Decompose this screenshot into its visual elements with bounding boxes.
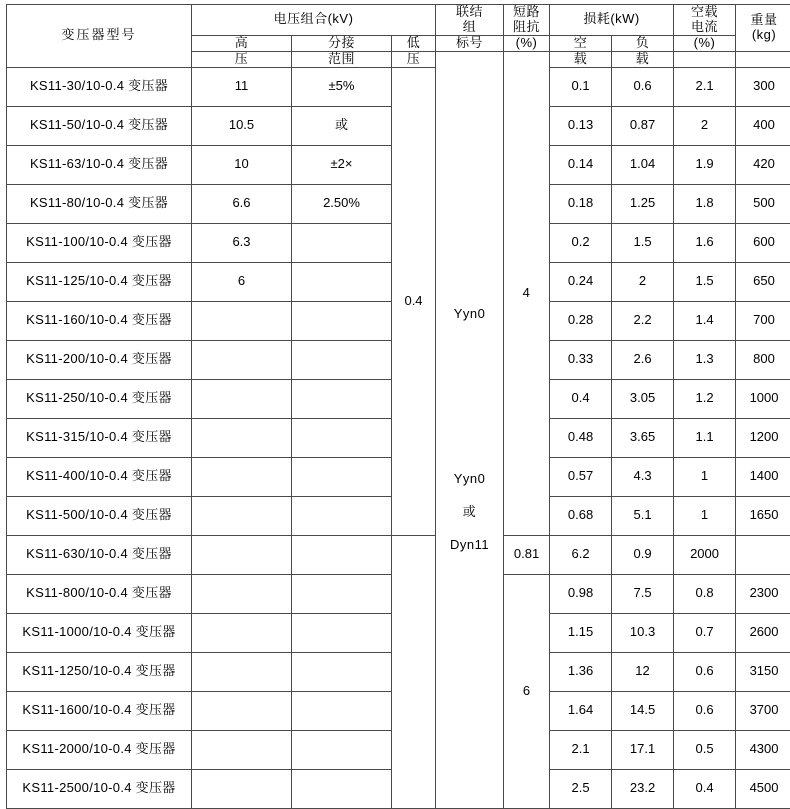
cell-noload-loss: 0.1 — [550, 67, 612, 106]
cell-tap-range — [292, 301, 392, 340]
cell-tap-range: 或 — [292, 106, 392, 145]
cell-tap-range: ±2× — [292, 145, 392, 184]
header-tap: 分接 — [292, 35, 392, 51]
cell-model: KS11-800/10-0.4 变压器 — [7, 574, 192, 613]
table-row — [7, 535, 790, 574]
cell-noload-current: 0.4 — [674, 769, 736, 808]
cell-noload-current: 0.9 — [612, 535, 674, 574]
cell-high-voltage — [192, 613, 292, 652]
cell-noload-loss: 0.4 — [550, 379, 612, 418]
cell-model: KS11-160/10-0.4 变压器 — [7, 301, 192, 340]
cell-load-loss: 3.05 — [612, 379, 674, 418]
cell-noload-loss: 0.57 — [550, 457, 612, 496]
cell-noload-loss: 1.64 — [550, 691, 612, 730]
cell-noload-loss: 0.28 — [550, 301, 612, 340]
cell-noload-loss: 2.1 — [550, 730, 612, 769]
cell-load-loss: 14.5 — [612, 691, 674, 730]
cell-weight: 400 — [736, 106, 790, 145]
cell-impedance-group-2 — [504, 574, 550, 808]
cell-noload-loss: 0.2 — [550, 223, 612, 262]
cell-weight: 2300 — [736, 574, 790, 613]
cell-tap-range — [292, 223, 392, 262]
cell-connection-group-1 — [436, 51, 504, 808]
cell-noload-current: 1.9 — [674, 145, 736, 184]
cell-high-voltage: 6.3 — [192, 223, 292, 262]
cell-model: KS11-1600/10-0.4 变压器 — [7, 691, 192, 730]
cell-weight: 3150 — [736, 652, 790, 691]
cell-noload-loss: 1.15 — [550, 613, 612, 652]
connection-group-2 — [436, 472, 503, 553]
cell-load-loss: 1.5 — [612, 223, 674, 262]
cell-high-voltage — [192, 535, 292, 574]
cell-tap-range: 2.50% — [292, 184, 392, 223]
cell-load-loss: 2.6 — [612, 340, 674, 379]
cell-tap-range — [292, 379, 392, 418]
cell-tap-range — [292, 535, 392, 574]
cell-noload-current: 1.3 — [674, 340, 736, 379]
cell-weight: 600 — [736, 223, 790, 262]
document-page — [0, 4, 790, 771]
header-impedance-line1: 短路 — [504, 5, 549, 20]
cell-load-loss: 12 — [612, 652, 674, 691]
cell-weight: 1650 — [736, 496, 790, 535]
header-low: 低 — [392, 35, 436, 51]
cell-model: KS11-200/10-0.4 变压器 — [7, 340, 192, 379]
header-load: 负 — [612, 35, 674, 51]
cell-load-loss: 1.25 — [612, 184, 674, 223]
cell-weight: 500 — [736, 184, 790, 223]
cell-noload-current: 2 — [674, 106, 736, 145]
cell-high-voltage — [192, 769, 292, 808]
header-loss: 损耗(kW) — [550, 5, 674, 36]
header-current-line2: 电流 — [674, 20, 735, 35]
cell-load-loss: 3.65 — [612, 418, 674, 457]
cell-noload-current: 0.8 — [674, 574, 736, 613]
cell-high-voltage — [192, 574, 292, 613]
header-weight-unit: (kg) — [736, 28, 790, 43]
cell-tap-range — [292, 418, 392, 457]
cell-weight: 800 — [736, 340, 790, 379]
cell-model: KS11-630/10-0.4 变压器 — [7, 535, 192, 574]
cell-high-voltage — [192, 730, 292, 769]
cell-weight: 3700 — [736, 691, 790, 730]
cell-weight: 700 — [736, 301, 790, 340]
cell-model: KS11-2000/10-0.4 变压器 — [7, 730, 192, 769]
cell-noload-current: 1.4 — [674, 301, 736, 340]
header-connection-line1: 联结 — [436, 5, 503, 20]
header-high-2: 压 — [192, 51, 292, 67]
cell-load-loss: 2 — [612, 262, 674, 301]
cell-high-voltage: 10 — [192, 145, 292, 184]
cell-noload-current: 1 — [674, 457, 736, 496]
cell-load-loss: 0.6 — [612, 67, 674, 106]
header-spacer-current — [674, 51, 736, 67]
cell-load-loss: 5.1 — [612, 496, 674, 535]
impedance-group-1-value: 4 — [523, 285, 531, 300]
cell-model: KS11-1250/10-0.4 变压器 — [7, 652, 192, 691]
cell-noload-current: 0.7 — [674, 613, 736, 652]
cell-high-voltage — [192, 340, 292, 379]
cell-high-voltage — [192, 691, 292, 730]
cell-noload-loss: 0.24 — [550, 262, 612, 301]
cell-noload-loss: 0.98 — [550, 574, 612, 613]
header-load-2: 载 — [612, 51, 674, 67]
cell-weight: 2000 — [674, 535, 736, 574]
cell-noload-loss: 0.48 — [550, 418, 612, 457]
cell-low-voltage-2 — [392, 535, 436, 808]
cell-high-voltage — [192, 301, 292, 340]
cell-tap-range — [292, 691, 392, 730]
cell-weight: 4300 — [736, 730, 790, 769]
cell-load-loss: 1.04 — [612, 145, 674, 184]
header-noload-2: 载 — [550, 51, 612, 67]
header-tap-2: 范围 — [292, 51, 392, 67]
cell-tap-range — [292, 613, 392, 652]
cell-weight: 1400 — [736, 457, 790, 496]
header-connection-mark: 标号 — [436, 35, 504, 51]
connection-group-2-line2: 或 — [436, 505, 503, 520]
cell-tap-range — [292, 340, 392, 379]
cell-model: KS11-125/10-0.4 变压器 — [7, 262, 192, 301]
cell-weight: 420 — [736, 145, 790, 184]
cell-noload-current: 1.1 — [674, 418, 736, 457]
header-spacer-weight — [736, 51, 790, 67]
header-model: 变压器型号 — [7, 5, 192, 68]
cell-load-loss: 2.2 — [612, 301, 674, 340]
cell-high-voltage: 6.6 — [192, 184, 292, 223]
table-header-row-1 — [7, 5, 790, 36]
cell-noload-loss: 0.13 — [550, 106, 612, 145]
cell-tap-range — [292, 457, 392, 496]
connection-group-2-line1: Yyn0 — [436, 472, 503, 487]
header-impedance — [504, 5, 550, 36]
cell-noload-loss: 0.18 — [550, 184, 612, 223]
cell-model: KS11-100/10-0.4 变压器 — [7, 223, 192, 262]
cell-model: KS11-1000/10-0.4 变压器 — [7, 613, 192, 652]
cell-load-loss: 0.87 — [612, 106, 674, 145]
cell-noload-current: 1 — [674, 496, 736, 535]
cell-noload-current: 1.2 — [674, 379, 736, 418]
connection-group-1-value: Yyn0 — [454, 306, 486, 321]
cell-high-voltage — [192, 457, 292, 496]
header-high: 高 — [192, 35, 292, 51]
cell-tap-range — [292, 496, 392, 535]
cell-noload-current: 1.8 — [674, 184, 736, 223]
cell-load-loss: 4.3 — [612, 457, 674, 496]
cell-load-loss: 7.5 — [612, 574, 674, 613]
cell-noload-current: 2.1 — [674, 67, 736, 106]
cell-weight: 1000 — [736, 379, 790, 418]
header-low-2: 压 — [392, 51, 436, 67]
table-row — [7, 67, 790, 106]
cell-impedance-group-1 — [504, 51, 550, 535]
cell-tap-range — [292, 730, 392, 769]
cell-model: KS11-400/10-0.4 变压器 — [7, 457, 192, 496]
cell-noload-current: 1.6 — [674, 223, 736, 262]
cell-tap-range: ±5% — [292, 67, 392, 106]
header-connection-line2: 组 — [436, 20, 503, 35]
header-weight-line1: 重量 — [736, 13, 790, 28]
cell-tap-range — [292, 262, 392, 301]
connection-group-2-line3: Dyn11 — [436, 538, 503, 553]
header-current — [674, 5, 736, 36]
cell-weight: 2600 — [736, 613, 790, 652]
cell-high-voltage: 11 — [192, 67, 292, 106]
cell-weight: 1200 — [736, 418, 790, 457]
cell-model: KS11-2500/10-0.4 变压器 — [7, 769, 192, 808]
cell-model: KS11-250/10-0.4 变压器 — [7, 379, 192, 418]
cell-weight: 4500 — [736, 769, 790, 808]
cell-high-voltage: 6 — [192, 262, 292, 301]
cell-weight: 650 — [736, 262, 790, 301]
cell-high-voltage — [192, 652, 292, 691]
cell-load-loss: 23.2 — [612, 769, 674, 808]
cell-model: KS11-30/10-0.4 变压器 — [7, 67, 192, 106]
cell-model: KS11-500/10-0.4 变压器 — [7, 496, 192, 535]
cell-noload-loss: 0.33 — [550, 340, 612, 379]
cell-load-loss: 17.1 — [612, 730, 674, 769]
header-impedance-unit: (%) — [504, 35, 550, 51]
header-current-unit: (%) — [674, 35, 736, 51]
cell-noload-loss: 0.68 — [550, 496, 612, 535]
header-weight — [736, 5, 790, 52]
header-voltage-group: 电压组合(kV) — [192, 5, 436, 36]
cell-noload-loss: 2.5 — [550, 769, 612, 808]
cell-high-voltage — [192, 418, 292, 457]
cell-noload-loss: 0.81 — [504, 535, 550, 574]
cell-load-loss: 6.2 — [550, 535, 612, 574]
cell-noload-loss: 0.14 — [550, 145, 612, 184]
cell-model: KS11-315/10-0.4 变压器 — [7, 418, 192, 457]
cell-tap-range — [292, 769, 392, 808]
cell-noload-current: 0.6 — [674, 652, 736, 691]
header-connection — [436, 5, 504, 36]
header-current-line1: 空载 — [674, 5, 735, 20]
cell-model: KS11-63/10-0.4 变压器 — [7, 145, 192, 184]
header-noload: 空 — [550, 35, 612, 51]
transformer-spec-table — [6, 4, 790, 809]
cell-weight: 300 — [736, 67, 790, 106]
cell-low-voltage: 0.4 — [392, 67, 436, 535]
cell-noload-current: 0.6 — [674, 691, 736, 730]
impedance-group-2-value: 6 — [523, 683, 530, 698]
cell-high-voltage: 10.5 — [192, 106, 292, 145]
cell-noload-current: 1.5 — [674, 262, 736, 301]
cell-noload-loss: 1.36 — [550, 652, 612, 691]
cell-high-voltage — [192, 496, 292, 535]
header-impedance-line2: 阻抗 — [504, 20, 549, 35]
cell-model: KS11-80/10-0.4 变压器 — [7, 184, 192, 223]
cell-tap-range — [292, 574, 392, 613]
cell-tap-range — [292, 652, 392, 691]
cell-load-loss: 10.3 — [612, 613, 674, 652]
cell-model: KS11-50/10-0.4 变压器 — [7, 106, 192, 145]
cell-high-voltage — [192, 379, 292, 418]
cell-noload-current: 0.5 — [674, 730, 736, 769]
